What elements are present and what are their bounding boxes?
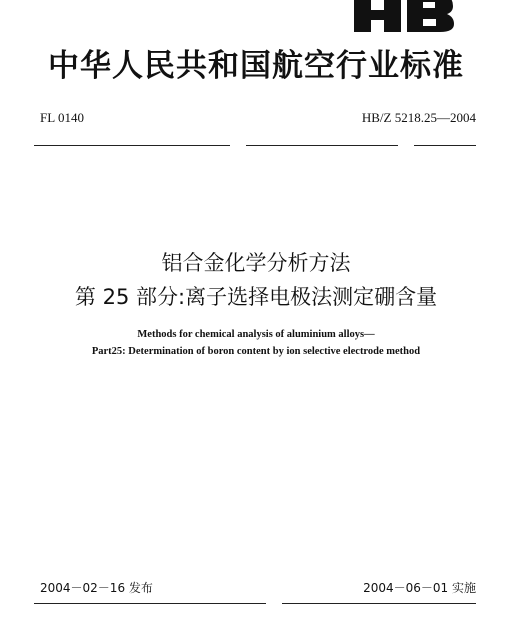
hb-logo bbox=[352, 0, 456, 34]
issue-date: 2004－02－16 发布 bbox=[40, 581, 153, 595]
header-rule bbox=[34, 145, 230, 146]
standard-category-title: 中华人民共和国航空行业标准 bbox=[48, 48, 464, 84]
standard-number: HB/Z 5218.25—2004 bbox=[361, 110, 476, 125]
footer-rule bbox=[34, 603, 266, 604]
header-rule bbox=[246, 145, 398, 146]
english-title-line-2: Part25: Determination of boron content by ion selective electrode method bbox=[91, 346, 421, 357]
classification-code: FL 0140 bbox=[40, 110, 84, 125]
hb-logo-graphic bbox=[352, 0, 456, 34]
english-title-line-1: Methods for chemical analysis of aluminium alloys— bbox=[137, 329, 375, 340]
chinese-title-line-1: 铝合金化学分析方法 bbox=[161, 251, 351, 275]
footer-rule bbox=[282, 603, 476, 604]
chinese-title-line-2: 第 25 部分:离子选择电极法测定硼含量 bbox=[74, 285, 438, 309]
header-rule bbox=[414, 145, 476, 146]
implementation-date: 2004－06－01 实施 bbox=[363, 581, 476, 595]
